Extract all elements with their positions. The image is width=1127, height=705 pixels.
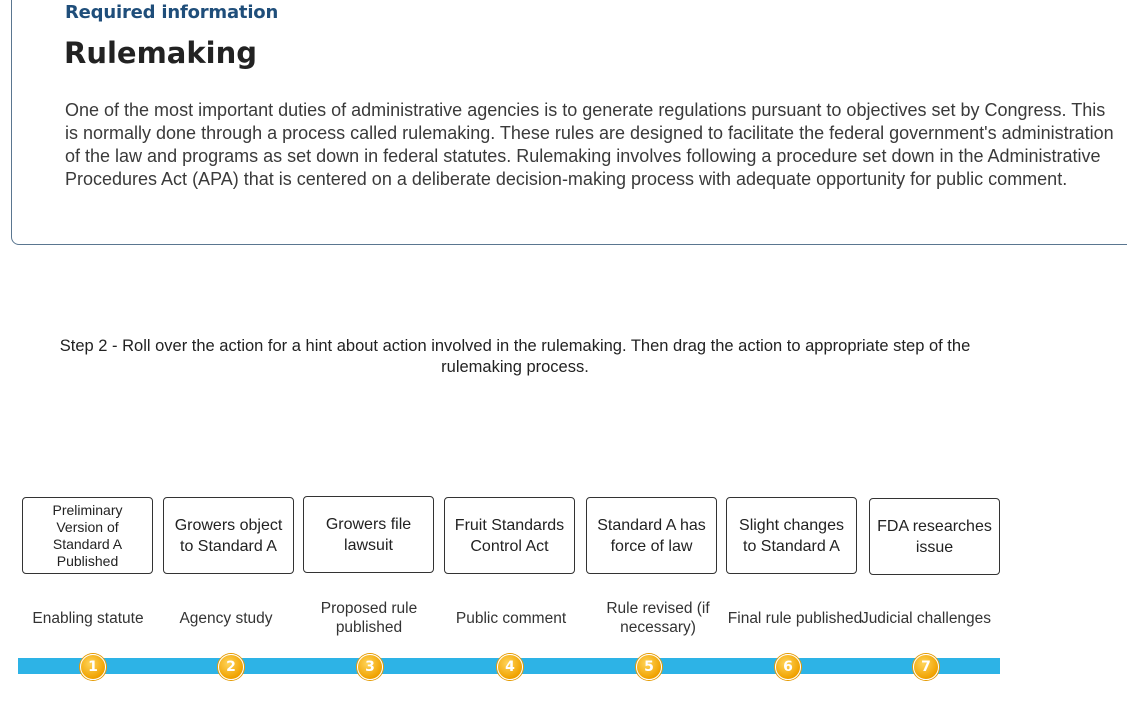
step-label-6: Final rule published	[727, 609, 863, 627]
action-card-fruit-standards-act[interactable]: Fruit Standards Control Act	[444, 497, 575, 574]
step-label-3: Proposed rule published	[320, 600, 418, 636]
step-marker-7: 7	[913, 654, 939, 680]
page-title: Rulemaking	[64, 36, 258, 70]
step-label-2: Agency study	[179, 609, 273, 627]
action-card-growers-lawsuit[interactable]: Growers file lawsuit	[303, 496, 434, 573]
action-card-fda-research[interactable]: FDA researches issue	[869, 498, 1000, 575]
intro-paragraph: One of the most important duties of administrative agencies is to generate regulations pursuant to objectives set by Congress. This is normally done through a process called rulemaking. These rules are designed to facilitate the federal government's administration of the law and programs as set down in federal statutes. Rulemaking involves following a procedure set down in the Administrative Procedures Act (APA) that is centered on a deliberate decision-making process with adequate opportunity for public comment.	[65, 100, 1114, 189]
step-label-7: Judicial challenges	[860, 609, 992, 627]
step-marker-1: 1	[80, 654, 106, 680]
action-card-force-of-law[interactable]: Standard A has force of law	[586, 497, 717, 574]
action-card-preliminary-version[interactable]: Preliminary Version of Standard A Published	[22, 497, 153, 574]
step-label-1: Enabling statute	[32, 609, 144, 627]
action-card-growers-object[interactable]: Growers object to Standard A	[163, 497, 294, 574]
step-label-4: Public comment	[455, 609, 567, 627]
step-marker-3: 3	[357, 654, 383, 680]
action-card-slight-changes[interactable]: Slight changes to Standard A	[726, 497, 857, 574]
step-marker-4: 4	[497, 654, 523, 680]
step-label-5: Rule revised (if necessary)	[606, 600, 710, 636]
section-label: Required information	[65, 2, 279, 23]
step-marker-2: 2	[218, 654, 244, 680]
step-marker-6: 6	[775, 654, 801, 680]
step-instructions: Step 2 - Roll over the action for a hint about action involved in the rulemaking. Then drag the action to appropriate step of the rulemaking process.	[59, 337, 971, 376]
step-marker-5: 5	[636, 654, 662, 680]
